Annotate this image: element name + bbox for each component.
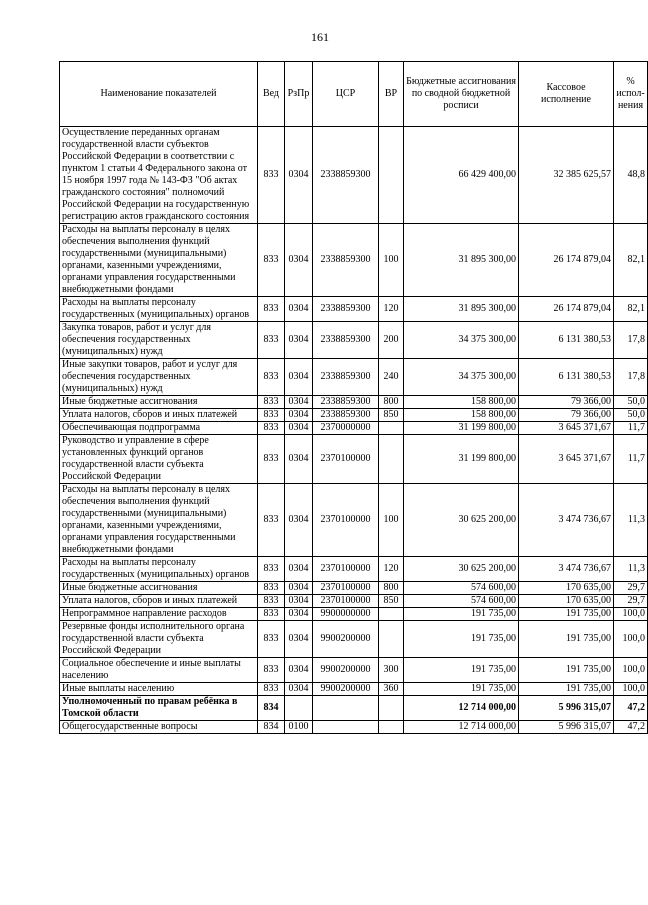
row-ved-cell: 833 <box>258 359 285 396</box>
table-row <box>60 322 648 359</box>
row-budget-cell: 31 895 300,00 <box>404 297 519 322</box>
table-row <box>60 435 648 484</box>
row-cash-cell: 170 635,00 <box>519 595 614 608</box>
row-percent-cell: 50,0 <box>614 409 648 422</box>
row-csr-cell: 2338859300 <box>313 224 379 297</box>
row-percent-cell: 29,7 <box>614 595 648 608</box>
row-cash-cell: 3 474 736,67 <box>519 484 614 557</box>
table-header-row <box>60 62 648 127</box>
row-vr-cell <box>379 422 404 435</box>
row-rzpr-cell: 0304 <box>285 359 313 396</box>
row-cash-cell: 170 635,00 <box>519 582 614 595</box>
row-vr-cell: 120 <box>379 297 404 322</box>
row-percent-cell: 47,2 <box>614 721 648 734</box>
row-ved-cell: 833 <box>258 435 285 484</box>
row-rzpr-cell <box>285 696 313 721</box>
row-percent-cell: 50,0 <box>614 396 648 409</box>
table-row <box>60 683 648 696</box>
row-percent-cell: 11,3 <box>614 484 648 557</box>
row-name-cell: Обеспечивающая подпрограмма <box>60 422 258 435</box>
row-rzpr-cell: 0304 <box>285 127 313 224</box>
table-row <box>60 595 648 608</box>
row-vr-cell <box>379 721 404 734</box>
row-budget-cell: 158 800,00 <box>404 409 519 422</box>
row-percent-cell: 100,0 <box>614 608 648 621</box>
row-cash-cell: 26 174 879,04 <box>519 224 614 297</box>
table-row <box>60 658 648 683</box>
table-row <box>60 582 648 595</box>
table-row <box>60 396 648 409</box>
row-budget-cell: 34 375 300,00 <box>404 359 519 396</box>
row-budget-cell: 30 625 200,00 <box>404 557 519 582</box>
row-rzpr-cell: 0304 <box>285 595 313 608</box>
row-vr-cell: 850 <box>379 595 404 608</box>
page-number: 161 <box>311 30 329 44</box>
column-header-budget: Бюджетные ассигнования по сводной бюджетной росписи <box>404 62 519 127</box>
row-name-cell: Непрограммное направление расходов <box>60 608 258 621</box>
row-ved-cell: 833 <box>258 297 285 322</box>
row-cash-cell: 3 645 371,67 <box>519 422 614 435</box>
table-row <box>60 696 648 721</box>
row-rzpr-cell: 0304 <box>285 608 313 621</box>
row-ved-cell: 833 <box>258 396 285 409</box>
row-name-cell: Расходы на выплаты персоналу государственных (муниципальных) органов <box>60 297 258 322</box>
row-ved-cell: 833 <box>258 582 285 595</box>
row-ved-cell: 833 <box>258 608 285 621</box>
row-csr-cell: 2370000000 <box>313 422 379 435</box>
row-rzpr-cell: 0100 <box>285 721 313 734</box>
row-rzpr-cell: 0304 <box>285 557 313 582</box>
row-name-cell: Уплата налогов, сборов и иных платежей <box>60 595 258 608</box>
row-percent-cell: 29,7 <box>614 582 648 595</box>
row-cash-cell: 5 996 315,07 <box>519 721 614 734</box>
row-budget-cell: 158 800,00 <box>404 396 519 409</box>
row-percent-cell: 17,8 <box>614 322 648 359</box>
row-cash-cell: 79 366,00 <box>519 409 614 422</box>
row-budget-cell: 191 735,00 <box>404 658 519 683</box>
row-vr-cell <box>379 435 404 484</box>
row-percent-cell: 100,0 <box>614 621 648 658</box>
row-cash-cell: 191 735,00 <box>519 683 614 696</box>
row-percent-cell: 11,7 <box>614 435 648 484</box>
table-row <box>60 224 648 297</box>
row-rzpr-cell: 0304 <box>285 224 313 297</box>
column-header-csr: ЦСР <box>313 62 379 127</box>
row-csr-cell: 2338859300 <box>313 396 379 409</box>
row-ved-cell: 833 <box>258 595 285 608</box>
row-rzpr-cell: 0304 <box>285 422 313 435</box>
row-budget-cell: 574 600,00 <box>404 582 519 595</box>
row-percent-cell: 100,0 <box>614 658 648 683</box>
table-row <box>60 621 648 658</box>
row-cash-cell: 191 735,00 <box>519 658 614 683</box>
row-rzpr-cell: 0304 <box>285 396 313 409</box>
row-name-cell: Осуществление переданных органам государственной власти субъектов Российской Федерации в соответствии с пунктом 1 статьи 4 Федерального закона от 15 ноября 1997 года № 143-ФЗ "Об актах гражданского состояния" полномочий Российской Федерации на государственную регистрацию актов гражданского состояния <box>60 127 258 224</box>
row-name-cell: Иные бюджетные ассигнования <box>60 582 258 595</box>
column-header-name: Наименование показателей <box>60 62 258 127</box>
row-ved-cell: 834 <box>258 721 285 734</box>
row-vr-cell: 800 <box>379 582 404 595</box>
row-csr-cell: 9900200000 <box>313 683 379 696</box>
table-row <box>60 127 648 224</box>
row-vr-cell <box>379 608 404 621</box>
row-rzpr-cell: 0304 <box>285 409 313 422</box>
row-percent-cell: 48,8 <box>614 127 648 224</box>
row-csr-cell: 9900000000 <box>313 608 379 621</box>
row-budget-cell: 574 600,00 <box>404 595 519 608</box>
row-budget-cell: 191 735,00 <box>404 608 519 621</box>
row-rzpr-cell: 0304 <box>285 435 313 484</box>
row-csr-cell: 2370100000 <box>313 595 379 608</box>
row-rzpr-cell: 0304 <box>285 322 313 359</box>
table-row <box>60 484 648 557</box>
row-vr-cell: 200 <box>379 322 404 359</box>
row-ved-cell: 834 <box>258 696 285 721</box>
budget-table <box>59 61 648 734</box>
table-row <box>60 557 648 582</box>
row-vr-cell: 360 <box>379 683 404 696</box>
row-name-cell: Социальное обеспечение и иные выплаты населению <box>60 658 258 683</box>
row-rzpr-cell: 0304 <box>285 297 313 322</box>
column-header-percent: % испол-нения <box>614 62 648 127</box>
row-csr-cell: 2370100000 <box>313 582 379 595</box>
row-cash-cell: 5 996 315,07 <box>519 696 614 721</box>
row-csr-cell: 2370100000 <box>313 435 379 484</box>
row-percent-cell: 17,8 <box>614 359 648 396</box>
row-name-cell: Закупка товаров, работ и услуг для обеспечения государственных (муниципальных) нужд <box>60 322 258 359</box>
row-budget-cell: 34 375 300,00 <box>404 322 519 359</box>
row-percent-cell: 11,3 <box>614 557 648 582</box>
row-name-cell: Иные бюджетные ассигнования <box>60 396 258 409</box>
row-cash-cell: 6 131 380,53 <box>519 322 614 359</box>
row-cash-cell: 32 385 625,57 <box>519 127 614 224</box>
table-row <box>60 422 648 435</box>
row-budget-cell: 66 429 400,00 <box>404 127 519 224</box>
row-csr-cell: 2370100000 <box>313 557 379 582</box>
row-ved-cell: 833 <box>258 224 285 297</box>
row-csr-cell <box>313 721 379 734</box>
row-ved-cell: 833 <box>258 322 285 359</box>
row-csr-cell: 2338859300 <box>313 297 379 322</box>
column-header-cash: Кассовое исполнение <box>519 62 614 127</box>
row-name-cell: Общегосударственные вопросы <box>60 721 258 734</box>
row-ved-cell: 833 <box>258 621 285 658</box>
row-name-cell: Иные закупки товаров, работ и услуг для обеспечения государственных (муниципальных) нужд <box>60 359 258 396</box>
table-row <box>60 359 648 396</box>
row-csr-cell: 9900200000 <box>313 658 379 683</box>
table-row <box>60 409 648 422</box>
row-ved-cell: 833 <box>258 658 285 683</box>
row-cash-cell: 79 366,00 <box>519 396 614 409</box>
row-name-cell: Расходы на выплаты персоналу в целях обеспечения выполнения функций государственными (муниципальными) органами, казенными учреждениями, органами управления государственными внебюджетными фондами <box>60 224 258 297</box>
row-name-cell: Резервные фонды исполнительного органа государственной власти субъекта Российской Федерации <box>60 621 258 658</box>
table-body <box>60 127 648 734</box>
row-name-cell: Руководство и управление в сфере установленных функций органов государственной власти субъекта Российской Федерации <box>60 435 258 484</box>
row-name-cell: Расходы на выплаты персоналу государственных (муниципальных) органов <box>60 557 258 582</box>
row-cash-cell: 3 645 371,67 <box>519 435 614 484</box>
row-vr-cell: 800 <box>379 396 404 409</box>
row-budget-cell: 30 625 200,00 <box>404 484 519 557</box>
row-ved-cell: 833 <box>258 422 285 435</box>
row-budget-cell: 31 895 300,00 <box>404 224 519 297</box>
row-percent-cell: 47,2 <box>614 696 648 721</box>
row-vr-cell: 120 <box>379 557 404 582</box>
row-rzpr-cell: 0304 <box>285 683 313 696</box>
row-ved-cell: 833 <box>258 683 285 696</box>
column-header-ved: Вед <box>258 62 285 127</box>
row-csr-cell: 2338859300 <box>313 127 379 224</box>
row-ved-cell: 833 <box>258 557 285 582</box>
column-header-vr: ВР <box>379 62 404 127</box>
row-vr-cell: 100 <box>379 484 404 557</box>
row-vr-cell: 100 <box>379 224 404 297</box>
row-percent-cell: 82,1 <box>614 297 648 322</box>
row-vr-cell: 300 <box>379 658 404 683</box>
row-name-cell: Иные выплаты населению <box>60 683 258 696</box>
row-cash-cell: 26 174 879,04 <box>519 297 614 322</box>
row-rzpr-cell: 0304 <box>285 582 313 595</box>
row-cash-cell: 191 735,00 <box>519 608 614 621</box>
row-name-cell: Расходы на выплаты персоналу в целях обеспечения выполнения функций государственными (муниципальными) органами, казенными учреждениями, органами управления государственными внебюджетными фондами <box>60 484 258 557</box>
row-csr-cell: 9900200000 <box>313 621 379 658</box>
row-budget-cell: 191 735,00 <box>404 683 519 696</box>
row-name-cell: Уполномоченный по правам ребёнка в Томской области <box>60 696 258 721</box>
table-row <box>60 297 648 322</box>
row-percent-cell: 100,0 <box>614 683 648 696</box>
row-ved-cell: 833 <box>258 409 285 422</box>
row-percent-cell: 11,7 <box>614 422 648 435</box>
row-name-cell: Уплата налогов, сборов и иных платежей <box>60 409 258 422</box>
row-budget-cell: 191 735,00 <box>404 621 519 658</box>
row-csr-cell: 2370100000 <box>313 484 379 557</box>
row-cash-cell: 6 131 380,53 <box>519 359 614 396</box>
row-vr-cell: 850 <box>379 409 404 422</box>
row-csr-cell: 2338859300 <box>313 359 379 396</box>
row-vr-cell <box>379 621 404 658</box>
row-budget-cell: 31 199 800,00 <box>404 422 519 435</box>
row-csr-cell <box>313 696 379 721</box>
row-ved-cell: 833 <box>258 484 285 557</box>
row-vr-cell <box>379 696 404 721</box>
row-csr-cell: 2338859300 <box>313 409 379 422</box>
row-csr-cell: 2338859300 <box>313 322 379 359</box>
row-budget-cell: 12 714 000,00 <box>404 721 519 734</box>
row-percent-cell: 82,1 <box>614 224 648 297</box>
row-rzpr-cell: 0304 <box>285 621 313 658</box>
row-cash-cell: 3 474 736,67 <box>519 557 614 582</box>
row-budget-cell: 31 199 800,00 <box>404 435 519 484</box>
row-budget-cell: 12 714 000,00 <box>404 696 519 721</box>
row-vr-cell <box>379 127 404 224</box>
row-cash-cell: 191 735,00 <box>519 621 614 658</box>
row-ved-cell: 833 <box>258 127 285 224</box>
column-header-rzpr: РзПр <box>285 62 313 127</box>
row-rzpr-cell: 0304 <box>285 658 313 683</box>
row-vr-cell: 240 <box>379 359 404 396</box>
table-row <box>60 721 648 734</box>
table-row <box>60 608 648 621</box>
row-rzpr-cell: 0304 <box>285 484 313 557</box>
